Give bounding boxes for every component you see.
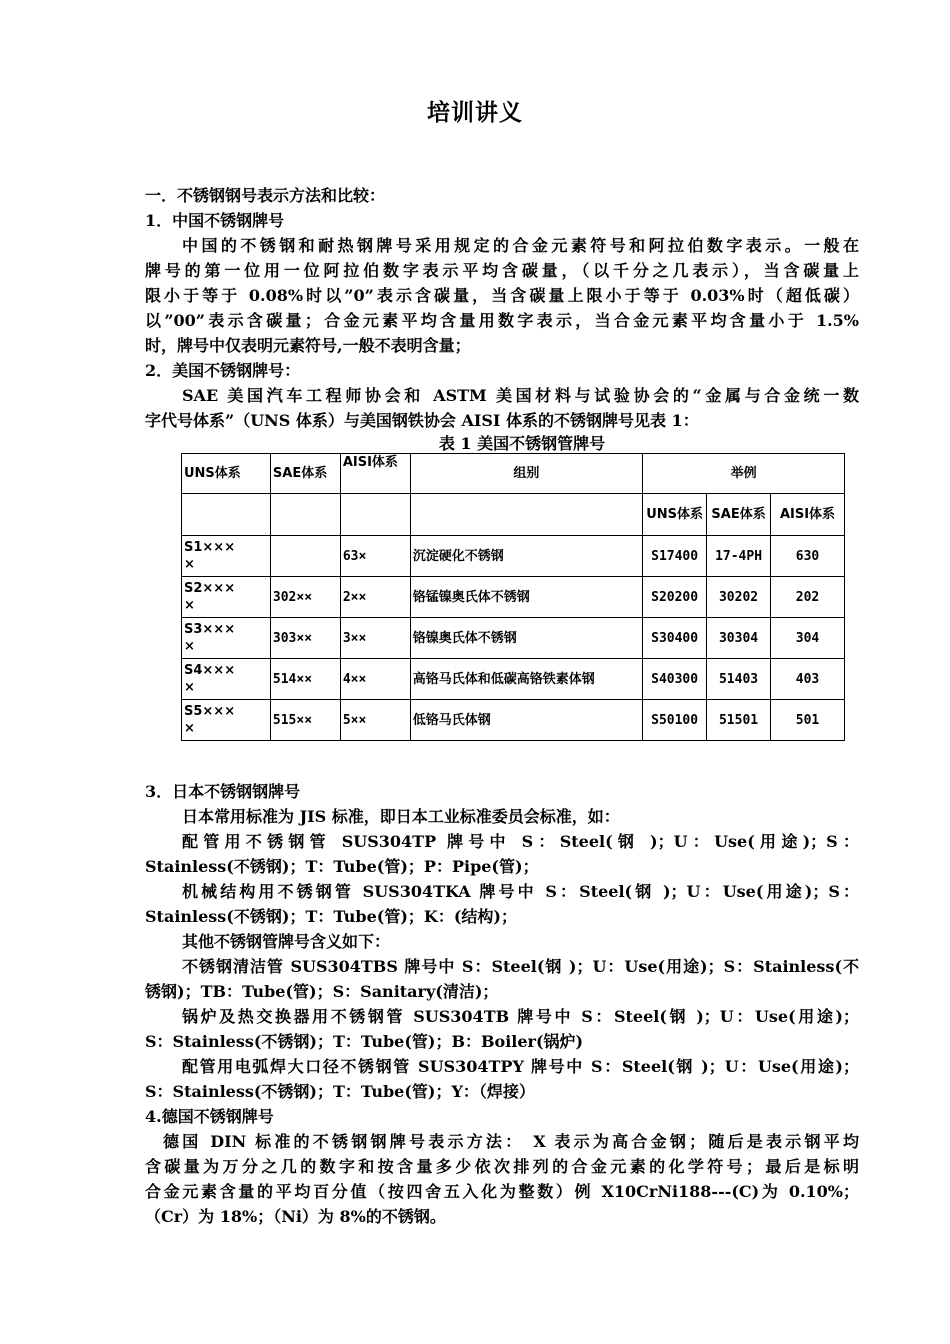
us-grade-table xyxy=(181,453,845,741)
table-row xyxy=(182,536,845,577)
paragraph-line: 字代号体系”（UNS 体系）与美国钢铁协会 AISI 体系的不锈钢牌号见表 1： xyxy=(145,411,699,430)
table-cell xyxy=(182,494,271,536)
paragraph-line: 限小于等于 0.08%时以”0”表示含碳量，当含碳量上限小于等于 0.03%时（超低碳） xyxy=(145,286,859,305)
subsection-heading-usa: 2．美国不锈钢牌号： xyxy=(145,361,301,380)
cell-example-sae: 30202 xyxy=(707,577,771,618)
paragraph-line: （Cr）为 18%；（Ni）为 8%的不锈钢。 xyxy=(145,1207,446,1226)
section-heading: 一．不锈钢钢号表示方法和比较： xyxy=(145,186,386,205)
cell-sae: 302×× xyxy=(270,577,340,618)
paragraph-line: Stainless(不锈钢)；T：Tube(管)；K：(结构)； xyxy=(145,907,517,926)
cell-sae: 514×× xyxy=(270,659,340,700)
table-row xyxy=(182,659,845,700)
paragraph-line: 配管用电弧焊大口径不锈钢管 SUS304TPY 牌号中 S：Steel(钢 )；U：Use(用途)； xyxy=(182,1057,859,1076)
cell-example-aisi: 304 xyxy=(771,618,845,659)
header-aisi: AISI体系 xyxy=(340,454,410,494)
table-row xyxy=(182,700,845,741)
header-example-uns: UNS体系 xyxy=(643,494,707,536)
paragraph-line: 合金元素含量的平均百分值（按四舍五入化为整数）例 X10CrNi188---(C)为 0.10%； xyxy=(145,1182,859,1201)
cell-group: 铬镍奥氏体不锈钢 xyxy=(410,618,642,659)
cell-example-aisi: 403 xyxy=(771,659,845,700)
header-sae: SAE体系 xyxy=(270,454,340,494)
subsection-heading-japan: 3．日本不锈钢钢牌号 xyxy=(145,782,301,801)
cell-example-uns: S40300 xyxy=(643,659,707,700)
table-cell xyxy=(270,494,340,536)
cell-example-uns: S50100 xyxy=(643,700,707,741)
cell-group: 沉淀硬化不锈钢 xyxy=(410,536,642,577)
header-uns: UNS体系 xyxy=(182,454,271,494)
paragraph-line: 牌号的第一位用一位阿拉伯数字表示平均含碳量，（以千分之几表示），当含碳量上 xyxy=(145,261,859,280)
cell-uns: S5××× × xyxy=(182,700,271,741)
cell-example-uns: S20200 xyxy=(643,577,707,618)
table-row xyxy=(182,577,845,618)
cell-group: 高铬马氏体和低碳高铬铁素体钢 xyxy=(410,659,642,700)
paragraph-line: S：Stainless(不锈钢)；T：Tube(管)；Y：（焊接） xyxy=(145,1082,535,1101)
cell-uns: S2××× × xyxy=(182,577,271,618)
cell-example-uns: S17400 xyxy=(643,536,707,577)
page-title: 培训讲义 xyxy=(427,99,523,126)
paragraph-line: 配管用不锈钢管 SUS304TP 牌号中 S：Steel(钢 )；U：Use(用途)；S： xyxy=(182,832,859,851)
paragraph-line: 锅炉及热交换器用不锈钢管 SUS304TB 牌号中 S：Steel(钢 )；U：Use(用途)； xyxy=(182,1007,859,1026)
header-group: 组别 xyxy=(410,454,642,494)
paragraph-line: S：Stainless(不锈钢)；T：Tube(管)；B：Boiler(锅炉) xyxy=(145,1032,584,1051)
cell-aisi: 4×× xyxy=(340,659,410,700)
cell-aisi: 2×× xyxy=(340,577,410,618)
cell-example-sae: 30304 xyxy=(707,618,771,659)
paragraph-line: 以”00”表示含碳量；合金元素平均含量用数字表示，当合金元素平均含量小于 1.5% xyxy=(145,311,859,330)
cell-example-aisi: 501 xyxy=(771,700,845,741)
paragraph-line: 含碳量为万分之几的数字和按含量多少依次排列的合金元素的化学符号；最后是标明 xyxy=(145,1157,859,1176)
paragraph-line: 日本常用标准为 JIS 标准，即日本工业标准委员会标准，如： xyxy=(182,807,620,826)
cell-example-aisi: 630 xyxy=(771,536,845,577)
cell-aisi: 3×× xyxy=(340,618,410,659)
cell-sae: 515×× xyxy=(270,700,340,741)
header-example: 举例 xyxy=(643,454,845,494)
paragraph-line: 中国的不锈钢和耐热钢牌号采用规定的合金元素符号和阿拉伯数字表示。一般在 xyxy=(182,236,859,255)
subsection-heading-germany: 4.德国不锈钢牌号 xyxy=(145,1107,274,1126)
paragraph-line: 时，牌号中仅表明元素符号,一般不表明含量； xyxy=(145,336,471,355)
cell-aisi: 5×× xyxy=(340,700,410,741)
cell-example-sae: 17-4PH xyxy=(707,536,771,577)
paragraph-line: Stainless(不锈钢)；T：Tube(管)；P：Pipe(管)； xyxy=(145,857,539,876)
table-cell xyxy=(340,494,410,536)
cell-uns: S1××× × xyxy=(182,536,271,577)
table-cell xyxy=(410,494,642,536)
cell-group: 铬锰镍奥氏体不锈钢 xyxy=(410,577,642,618)
cell-group: 低铬马氏体钢 xyxy=(410,700,642,741)
cell-example-aisi: 202 xyxy=(771,577,845,618)
cell-sae: 303×× xyxy=(270,618,340,659)
table-caption: 表 1 美国不锈钢管牌号 xyxy=(438,434,606,453)
table-row xyxy=(182,618,845,659)
paragraph-line: 机械结构用不锈钢管 SUS304TKA 牌号中 S：Steel(钢 )；U：Use(用途)；S： xyxy=(182,882,859,901)
paragraph-line: 锈钢)；TB：Tube(管)；S：Sanitary(清洁)； xyxy=(145,982,499,1001)
paragraph-line: 不锈钢清洁管 SUS304TBS 牌号中 S：Steel(钢 )；U：Use(用途)；S：Stainless(不 xyxy=(182,957,859,976)
cell-example-uns: S30400 xyxy=(643,618,707,659)
header-example-aisi: AISI体系 xyxy=(771,494,845,536)
subsection-heading-china: 1．中国不锈钢牌号 xyxy=(145,211,285,230)
cell-aisi: 63× xyxy=(340,536,410,577)
paragraph-line: SAE 美国汽车工程师协会和 ASTM 美国材料与试验协会的“金属与合金统一数 xyxy=(182,386,859,405)
paragraph-line: 德国 DIN 标准的不锈钢钢牌号表示方法： X 表示为高合金钢；随后是表示钢平均 xyxy=(163,1132,859,1151)
intro-sections xyxy=(145,183,859,455)
paragraph-line: 其他不锈钢管牌号含义如下： xyxy=(182,932,391,951)
cell-example-sae: 51403 xyxy=(707,659,771,700)
header-example-sae: SAE体系 xyxy=(707,494,771,536)
cell-sae xyxy=(270,536,340,577)
cell-uns: S4××× × xyxy=(182,659,271,700)
japan-germany-sections xyxy=(145,779,859,1229)
cell-example-sae: 51501 xyxy=(707,700,771,741)
cell-uns: S3××× × xyxy=(182,618,271,659)
